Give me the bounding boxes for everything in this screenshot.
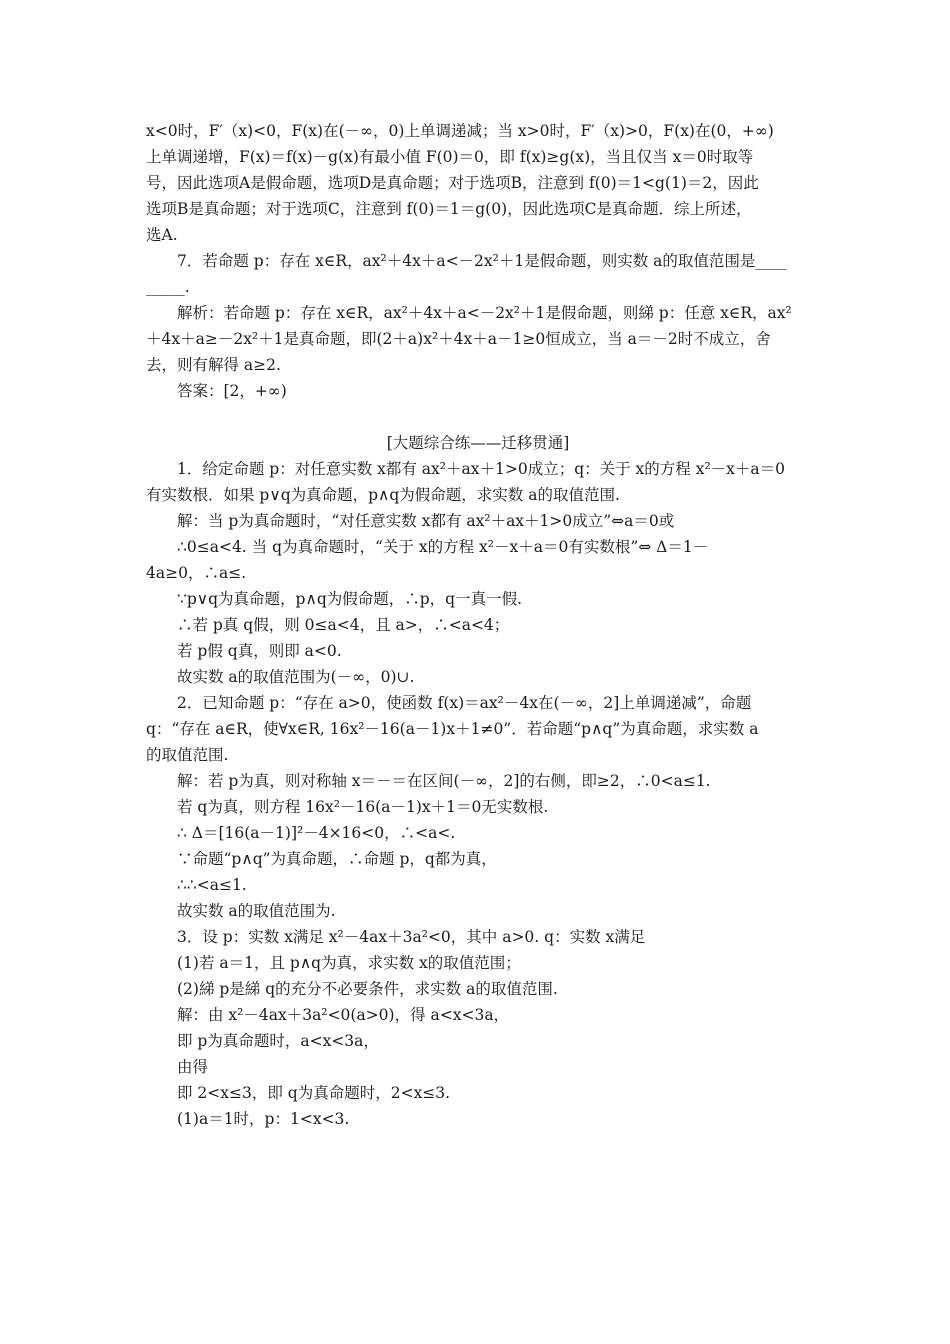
text-line: 有实数根．如果 p∨q为真命题，p∧q为假命题，求实数 a的取值范围. <box>146 486 620 504</box>
text-line: 故实数 a的取值范围为. <box>177 902 336 920</box>
exercise-text-block <box>146 456 810 1132</box>
text-line: 解析：若命题 p：存在 x∈R，ax²＋4x＋a<－2x²＋1是假命题，则綈 p：任意 x∈R，ax² <box>177 304 792 322</box>
text-line: 解：若 p为真，则对称轴 x＝－＝在区间(－∞，2]的右侧，即≥2，∴0<a≤1. <box>177 772 711 790</box>
document-page <box>146 118 810 1132</box>
text-line: ＋4x＋a≥－2x²＋1是真命题，即(2＋a)x²＋4x＋a－1≥0恒成立，当 a＝－2时不成立，舍 <box>146 330 771 348</box>
solution-text-block <box>146 118 810 404</box>
text-line: 选A. <box>146 226 178 244</box>
text-line: ∵p∨q为真命题，p∧q为假命题，∴p，q一真一假. <box>177 590 523 608</box>
text-line: (1)a＝1时，p：1<x<3. <box>177 1110 350 1128</box>
text-line: 7．若命题 p：存在 x∈R，ax²＋4x＋a<－2x²＋1是假命题，则实数 a的取值范围是____ <box>177 252 787 270</box>
text-line: (2)綈 p是綈 q的充分不必要条件，求实数 a的取值范围. <box>177 980 558 998</box>
text-line: 3．设 p：实数 x满足 x²－4ax＋3a²<0，其中 a>0. q：实数 x满足 <box>177 928 646 946</box>
text-line: 去，则有解得 a≥2. <box>146 356 281 374</box>
text-line: 若 p假 q真，则即 a<0. <box>177 642 342 660</box>
text-line: 解：当 p为真命题时，“对任意实数 x都有 ax²＋ax＋1>0成立”⇔a＝0或 <box>177 512 675 530</box>
text-line: 由得 <box>177 1058 209 1076</box>
text-line: 即 p为真命题时，a<x<3a， <box>177 1032 379 1050</box>
text-line: ∴若 p真 q假，则 0≤a<4，且 a>，∴<a<4； <box>177 616 510 634</box>
text-line: 4a≥0，∴a≤. <box>146 564 247 582</box>
text-line: 答案：[2，+∞) <box>177 382 287 400</box>
text-line: 号，因此选项A是假命题，选项D是真命题；对于选项B，注意到 f(0)＝1<g(1)＝2，因此 <box>146 174 759 192</box>
text-line: 选项B是真命题；对于选项C，注意到 f(0)＝1＝g(0)，因此选项C是真命题．综上所述， <box>146 200 752 218</box>
text-line: 即 2<x≤3，即 q为真命题时，2<x≤3. <box>177 1084 451 1102</box>
text-line: 解：由 x²－4ax＋3a²<0(a>0)，得 a<x<3a， <box>177 1006 510 1024</box>
text-line: 2．已知命题 p：“存在 a>0，使函数 f(x)＝ax²－4x在(－∞，2]上单调递减”，命题 <box>177 694 752 712</box>
text-line: ∵命题“p∧q”为真命题，∴命题 p，q都为真， <box>177 850 497 868</box>
text-line: x<0时，F′（x)<0，F(x)在(－∞，0)上单调递减；当 x>0时，F′（x)>0，F(x)在(0，+∞) <box>146 122 774 140</box>
text-line: ∴∴<a≤1. <box>177 876 247 894</box>
text-line: ∴0≤a<4. 当 q为真命题时，“关于 x的方程 x²－x＋a＝0有实数根”⇔ Δ＝1－ <box>177 538 709 556</box>
text-line: 的取值范围. <box>146 746 229 764</box>
text-line: _____. <box>146 278 190 296</box>
text-line: 故实数 a的取值范围为(－∞，0)∪. <box>177 668 415 686</box>
text-line: q：“存在 a∈R，使∀x∈R, 16x²－16(a－1)x＋1≠0”．若命题“p∧q”为真命题，求实数 a <box>146 720 759 738</box>
text-line: 1．给定命题 p：对任意实数 x都有 ax²＋ax＋1>0成立；q：关于 x的方程 x²－x＋a＝0 <box>177 460 786 478</box>
section-title: [大题综合练——迁移贯通] <box>386 434 570 452</box>
text-line: 若 q为真，则方程 16x²－16(a－1)x＋1＝0无实数根. <box>177 798 549 816</box>
text-line: 上单调递增，F(x)＝f(x)－g(x)有最小值 F(0)＝0，即 f(x)≥g(x)，当且仅当 x＝0时取等 <box>146 148 754 166</box>
text-line: ∴ Δ＝[16(a－1)]²－4×16<0，∴<a<. <box>177 824 456 842</box>
text-line: (1)若 a＝1，且 p∧q为真，求实数 x的取值范围； <box>177 954 521 972</box>
